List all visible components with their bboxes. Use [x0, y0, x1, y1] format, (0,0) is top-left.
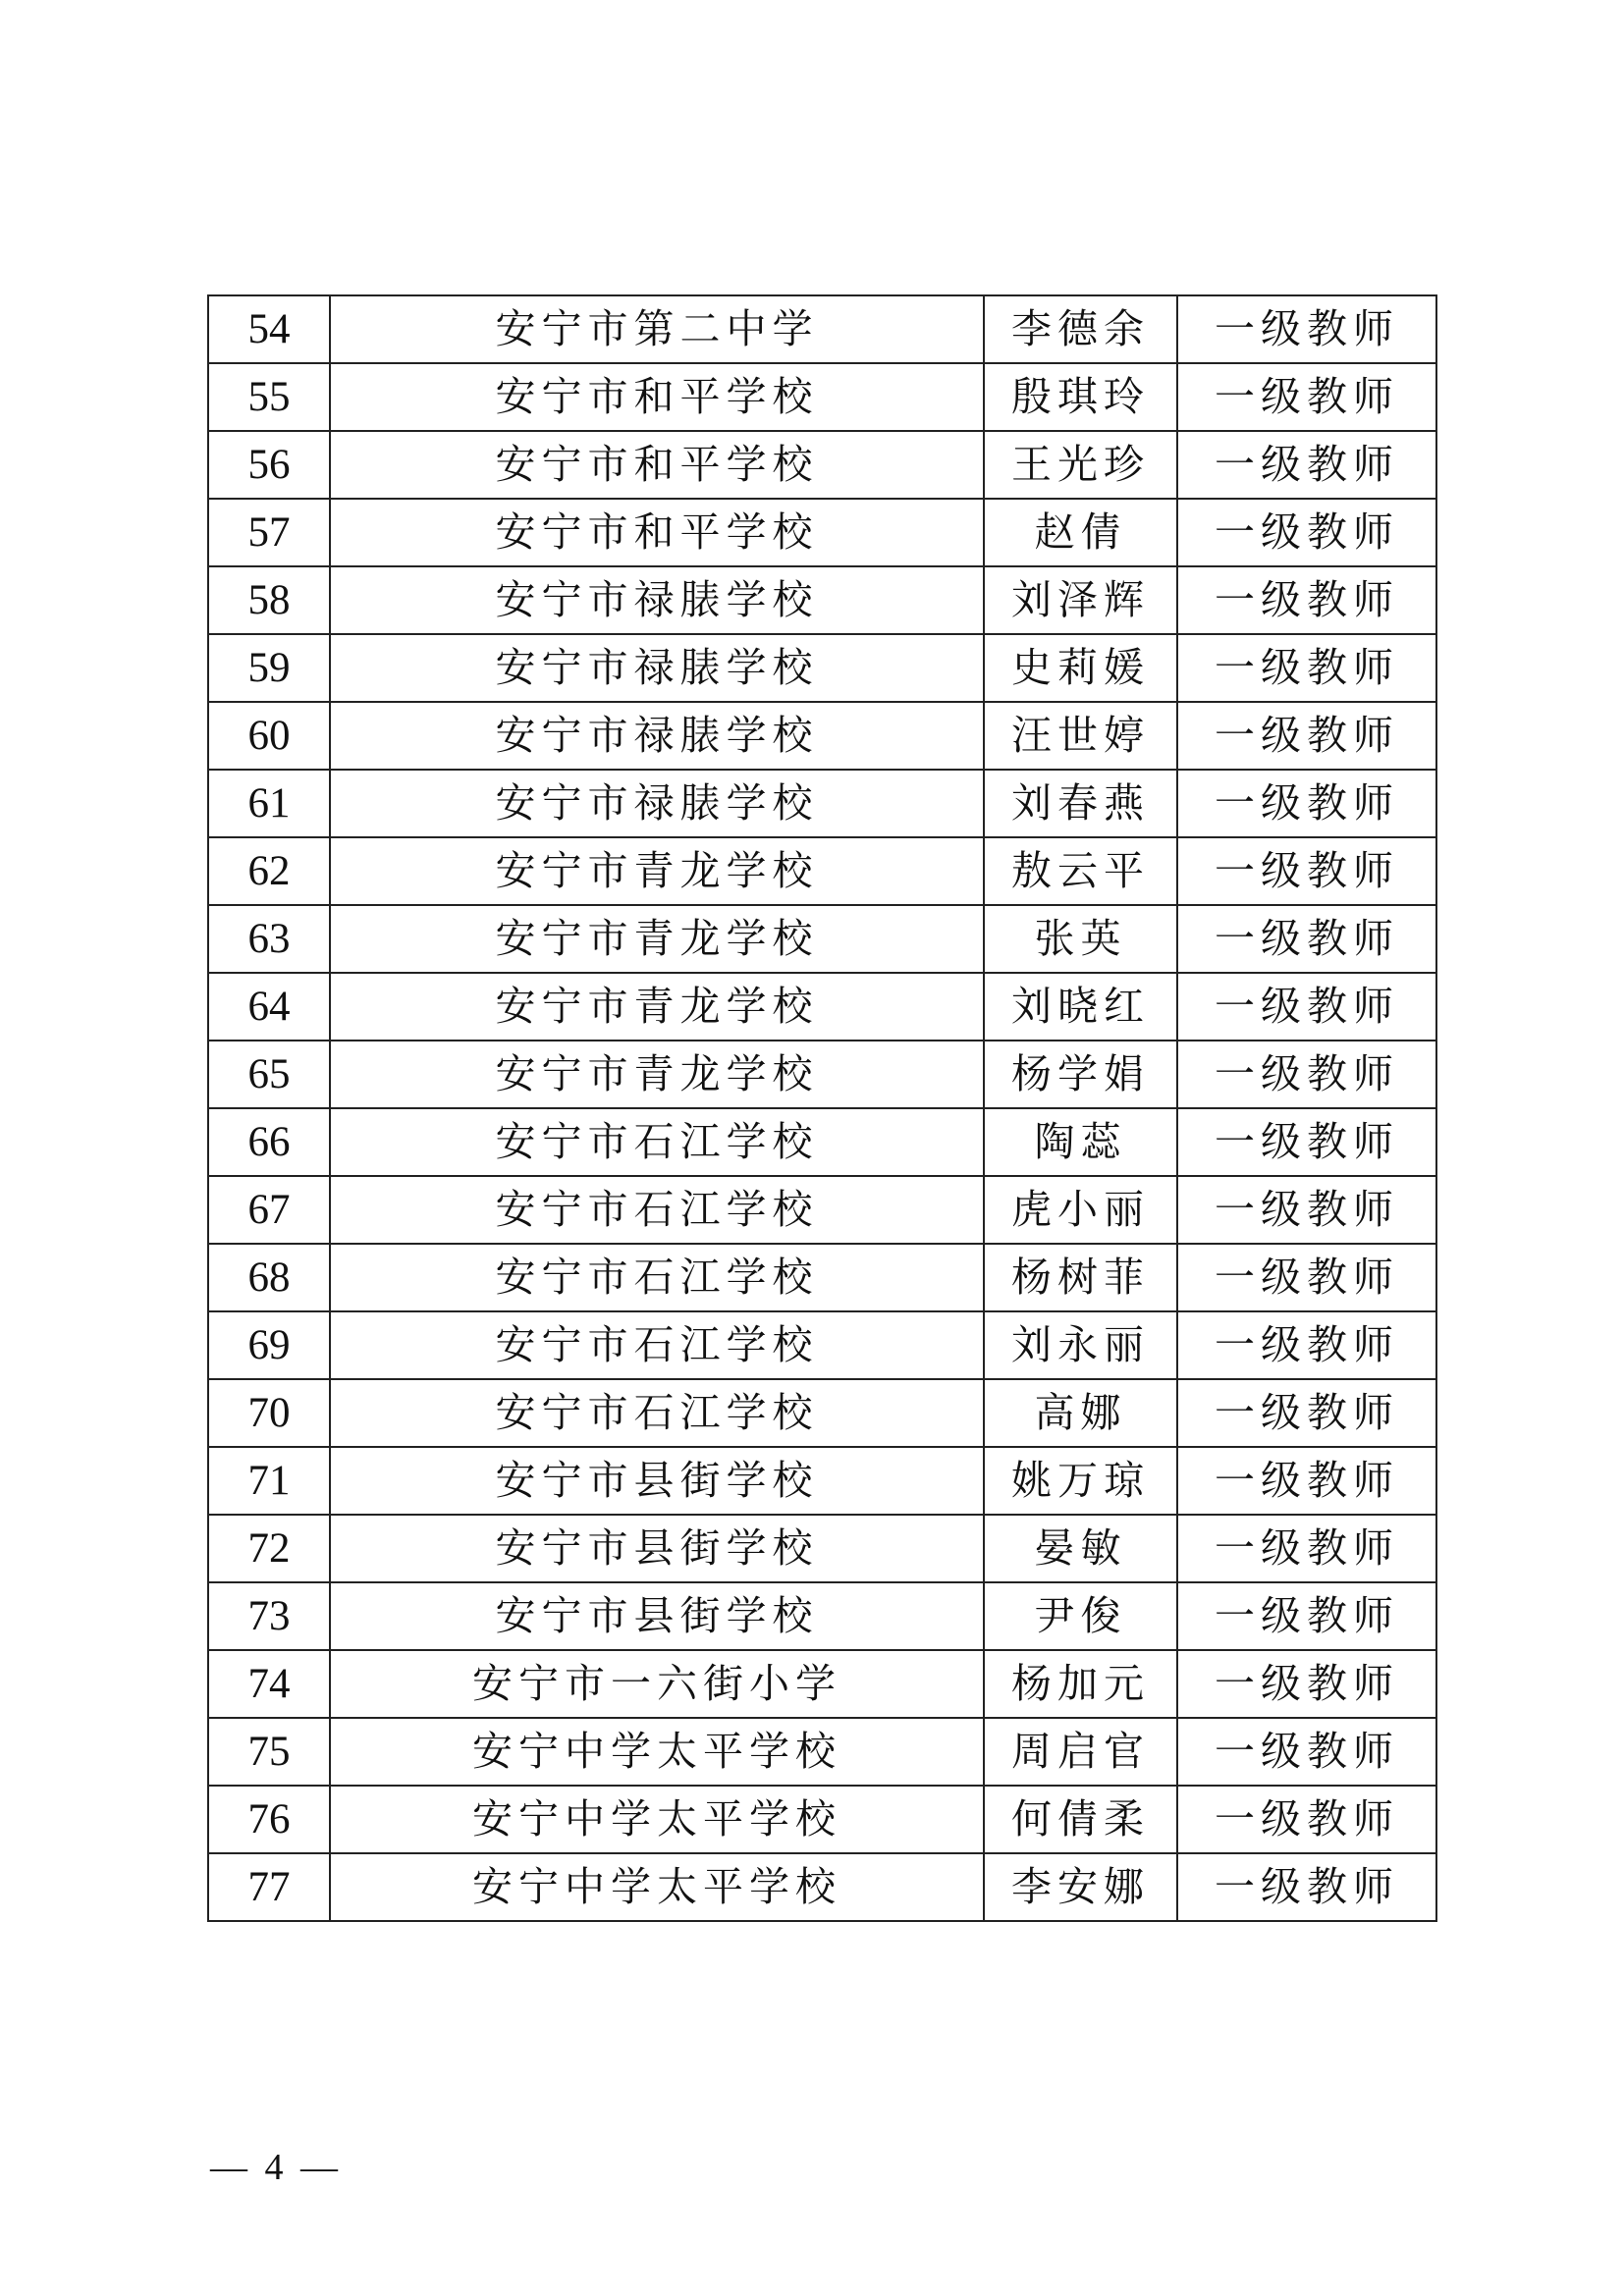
- teacher-title-cell: 一级教师: [1177, 1786, 1436, 1853]
- row-number-cell: 73: [208, 1582, 330, 1650]
- school-cell: 安宁中学太平学校: [330, 1786, 984, 1853]
- table-row: [208, 905, 1436, 973]
- row-number-cell: 58: [208, 566, 330, 634]
- school-cell: 安宁中学太平学校: [330, 1853, 984, 1921]
- row-number-cell: 62: [208, 837, 330, 905]
- table-row: [208, 837, 1436, 905]
- teacher-name-cell: 虎小丽: [984, 1176, 1177, 1244]
- teacher-title-cell: 一级教师: [1177, 1582, 1436, 1650]
- row-number-cell: 61: [208, 770, 330, 837]
- teacher-title-cell: 一级教师: [1177, 1176, 1436, 1244]
- teacher-title-cell: 一级教师: [1177, 1041, 1436, 1108]
- table-row: [208, 1311, 1436, 1379]
- table-row: [208, 973, 1436, 1041]
- teacher-title-cell: 一级教师: [1177, 1244, 1436, 1311]
- teacher-name-cell: 杨学娟: [984, 1041, 1177, 1108]
- table-row: [208, 431, 1436, 499]
- row-number-cell: 71: [208, 1447, 330, 1515]
- teacher-name-cell: 何倩柔: [984, 1786, 1177, 1853]
- teacher-title-cell: 一级教师: [1177, 1853, 1436, 1921]
- school-cell: 安宁市石江学校: [330, 1311, 984, 1379]
- teacher-name-cell: 张英: [984, 905, 1177, 973]
- table-row: [208, 363, 1436, 431]
- teacher-name-cell: 高娜: [984, 1379, 1177, 1447]
- school-cell: 安宁市县街学校: [330, 1515, 984, 1582]
- row-number-cell: 66: [208, 1108, 330, 1176]
- teacher-name-cell: 陶蕊: [984, 1108, 1177, 1176]
- teacher-title-cell: 一级教师: [1177, 363, 1436, 431]
- teacher-title-cell: 一级教师: [1177, 905, 1436, 973]
- teacher-list-table: [207, 294, 1437, 1922]
- page-number: — 4 —: [210, 2147, 342, 2188]
- row-number-cell: 76: [208, 1786, 330, 1853]
- school-cell: 安宁市禄脿学校: [330, 770, 984, 837]
- table-row: [208, 1041, 1436, 1108]
- teacher-name-cell: 敖云平: [984, 837, 1177, 905]
- school-cell: 安宁市和平学校: [330, 363, 984, 431]
- teacher-name-cell: 杨树菲: [984, 1244, 1177, 1311]
- row-number-cell: 72: [208, 1515, 330, 1582]
- table-row: [208, 1447, 1436, 1515]
- teacher-name-cell: 刘晓红: [984, 973, 1177, 1041]
- teacher-title-cell: 一级教师: [1177, 837, 1436, 905]
- school-cell: 安宁中学太平学校: [330, 1718, 984, 1786]
- row-number-cell: 54: [208, 295, 330, 363]
- table-row: [208, 1515, 1436, 1582]
- teacher-title-cell: 一级教师: [1177, 702, 1436, 770]
- row-number-cell: 77: [208, 1853, 330, 1921]
- teacher-name-cell: 殷琪玲: [984, 363, 1177, 431]
- table-row: [208, 1718, 1436, 1786]
- school-cell: 安宁市禄脿学校: [330, 702, 984, 770]
- teacher-title-cell: 一级教师: [1177, 770, 1436, 837]
- school-cell: 安宁市青龙学校: [330, 905, 984, 973]
- table-row: [208, 1244, 1436, 1311]
- school-cell: 安宁市和平学校: [330, 499, 984, 566]
- table-row: [208, 566, 1436, 634]
- row-number-cell: 69: [208, 1311, 330, 1379]
- teacher-name-cell: 晏敏: [984, 1515, 1177, 1582]
- teacher-name-cell: 李德余: [984, 295, 1177, 363]
- teacher-title-cell: 一级教师: [1177, 1650, 1436, 1718]
- school-cell: 安宁市石江学校: [330, 1108, 984, 1176]
- teacher-title-cell: 一级教师: [1177, 1108, 1436, 1176]
- teacher-name-cell: 尹俊: [984, 1582, 1177, 1650]
- teacher-name-cell: 刘春燕: [984, 770, 1177, 837]
- school-cell: 安宁市禄脿学校: [330, 634, 984, 702]
- school-cell: 安宁市县街学校: [330, 1447, 984, 1515]
- row-number-cell: 63: [208, 905, 330, 973]
- teacher-name-cell: 史莉媛: [984, 634, 1177, 702]
- teacher-title-cell: 一级教师: [1177, 566, 1436, 634]
- teacher-title-cell: 一级教师: [1177, 499, 1436, 566]
- teacher-title-cell: 一级教师: [1177, 431, 1436, 499]
- table-row: [208, 634, 1436, 702]
- row-number-cell: 65: [208, 1041, 330, 1108]
- teacher-name-cell: 刘永丽: [984, 1311, 1177, 1379]
- school-cell: 安宁市青龙学校: [330, 837, 984, 905]
- row-number-cell: 60: [208, 702, 330, 770]
- teacher-name-cell: 汪世婷: [984, 702, 1177, 770]
- teacher-name-cell: 赵倩: [984, 499, 1177, 566]
- school-cell: 安宁市青龙学校: [330, 973, 984, 1041]
- teacher-title-cell: 一级教师: [1177, 1311, 1436, 1379]
- teacher-title-cell: 一级教师: [1177, 1718, 1436, 1786]
- row-number-cell: 55: [208, 363, 330, 431]
- table-body: [208, 295, 1436, 1921]
- table-row: [208, 1650, 1436, 1718]
- teacher-title-cell: 一级教师: [1177, 295, 1436, 363]
- school-cell: 安宁市青龙学校: [330, 1041, 984, 1108]
- table-row: [208, 1853, 1436, 1921]
- table-row: [208, 499, 1436, 566]
- table-row: [208, 702, 1436, 770]
- table-row: [208, 1582, 1436, 1650]
- teacher-list-table-container: [207, 294, 1435, 1922]
- school-cell: 安宁市石江学校: [330, 1379, 984, 1447]
- school-cell: 安宁市县街学校: [330, 1582, 984, 1650]
- row-number-cell: 74: [208, 1650, 330, 1718]
- table-row: [208, 1108, 1436, 1176]
- teacher-name-cell: 姚万琼: [984, 1447, 1177, 1515]
- table-row: [208, 295, 1436, 363]
- school-cell: 安宁市一六街小学: [330, 1650, 984, 1718]
- teacher-name-cell: 王光珍: [984, 431, 1177, 499]
- school-cell: 安宁市和平学校: [330, 431, 984, 499]
- school-cell: 安宁市第二中学: [330, 295, 984, 363]
- table-row: [208, 1176, 1436, 1244]
- row-number-cell: 70: [208, 1379, 330, 1447]
- table-row: [208, 1379, 1436, 1447]
- row-number-cell: 59: [208, 634, 330, 702]
- row-number-cell: 68: [208, 1244, 330, 1311]
- teacher-title-cell: 一级教师: [1177, 634, 1436, 702]
- school-cell: 安宁市禄脿学校: [330, 566, 984, 634]
- teacher-title-cell: 一级教师: [1177, 1379, 1436, 1447]
- teacher-title-cell: 一级教师: [1177, 1515, 1436, 1582]
- teacher-name-cell: 刘泽辉: [984, 566, 1177, 634]
- school-cell: 安宁市石江学校: [330, 1244, 984, 1311]
- teacher-name-cell: 李安娜: [984, 1853, 1177, 1921]
- row-number-cell: 56: [208, 431, 330, 499]
- row-number-cell: 64: [208, 973, 330, 1041]
- row-number-cell: 75: [208, 1718, 330, 1786]
- table-row: [208, 770, 1436, 837]
- teacher-title-cell: 一级教师: [1177, 1447, 1436, 1515]
- teacher-title-cell: 一级教师: [1177, 973, 1436, 1041]
- row-number-cell: 57: [208, 499, 330, 566]
- teacher-name-cell: 杨加元: [984, 1650, 1177, 1718]
- school-cell: 安宁市石江学校: [330, 1176, 984, 1244]
- row-number-cell: 67: [208, 1176, 330, 1244]
- table-row: [208, 1786, 1436, 1853]
- teacher-name-cell: 周启官: [984, 1718, 1177, 1786]
